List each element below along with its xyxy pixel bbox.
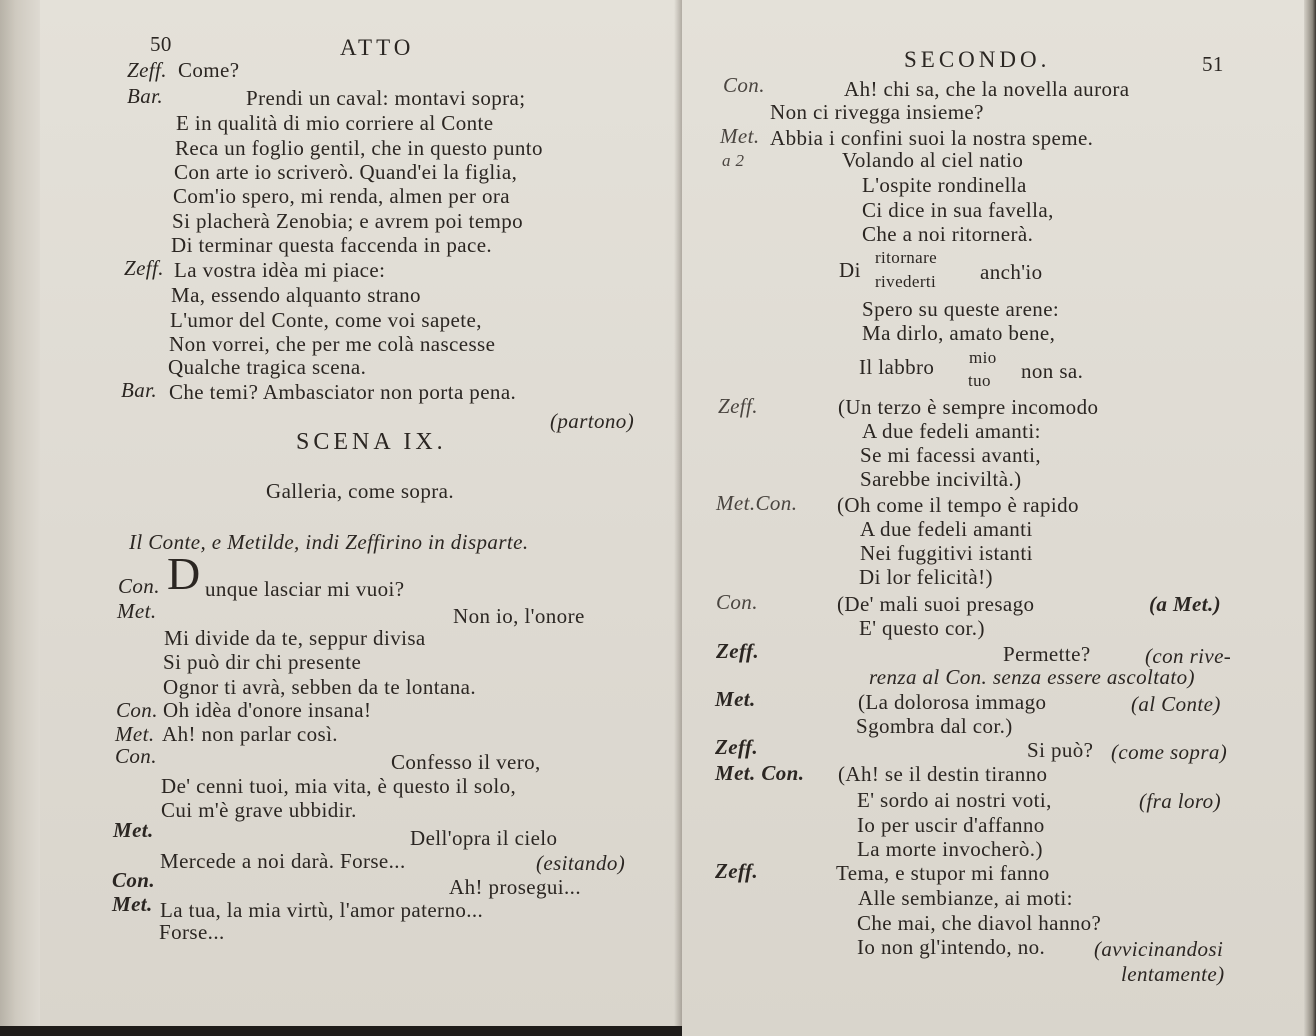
verse-line: Volando al ciel natio [842,148,1024,172]
verse-line: L'umor del Conte, come voi sapete, [170,308,482,332]
stage-direction: (a Met.) [1149,592,1222,616]
verse-line: Ma dirlo, amato bene, [862,321,1056,345]
page-edge-right [1304,0,1316,1036]
verse-line: anch'io [980,260,1043,284]
verse-line: E in qualità di mio corriere al Conte [176,111,494,135]
speaker-label: Con. [115,744,157,768]
verse-line: Nei fuggitivi istanti [860,541,1033,565]
verse-line: E' sordo ai nostri voti, [857,788,1052,812]
speaker-label: Met. [112,892,153,916]
stage-direction: lentamente) [1121,962,1225,986]
verse-line: Sarebbe inciviltà.) [860,467,1022,491]
speaker-label: Zeff. [718,394,758,418]
page-edge-left [0,0,40,1036]
right-page [682,0,1316,1036]
verse-line: Non ci rivegga insieme? [770,100,984,124]
drop-cap-initial: D [167,548,201,599]
running-header-right: SECONDO. [904,47,1051,72]
verse-line: (La dolorosa immago [858,690,1047,714]
verse-line: Non vorrei, che per me colà nascesse [169,332,496,356]
verse-line: La morte invocherò.) [857,837,1043,861]
speaker-label: Zeff. [124,256,164,280]
verse-line: Ma, essendo alquanto strano [171,283,421,307]
verse-line: Se mi facessi avanti, [860,443,1042,467]
verse-line: A due fedeli amanti: [862,419,1041,443]
verse-line: (Un terzo è sempre incomodo [838,395,1099,419]
verse-line: E' questo cor.) [859,616,985,640]
stage-direction: (partono) [550,409,635,433]
speaker-label: Met. [715,687,756,711]
verse-line: Di [839,258,861,282]
verse-line: Non io, l'onore [453,604,585,628]
verse-line: Ognor ti avrà, sebben da te lontana. [163,675,476,699]
verse-line: A due fedeli amanti [860,517,1033,541]
verse-line: Abbia i confini suoi la nostra speme. [770,126,1094,150]
speaker-label: Con. [723,73,765,97]
stage-direction: (al Conte) [1131,692,1221,716]
verse-line: Sgombra dal cor.) [856,714,1013,738]
verse-line: Mercede a noi darà. Forse... [160,849,406,873]
verse-line: Forse... [159,920,225,944]
speaker-label: Met. [115,722,155,746]
verse-line: Com'io spero, mi renda, almen per ora [173,184,510,208]
verse-line: De' cenni tuoi, mia vita, è questo il solo, [161,774,517,798]
verse-line: Cui m'è grave ubbidir. [161,798,357,822]
stage-direction: (fra loro) [1139,789,1221,813]
speaker-label: Con. [116,698,158,722]
speaker-label: Bar. [127,84,164,108]
speaker-label: Con. [112,868,156,892]
speaker-label: Met. Con. [715,761,805,785]
page-number-left: 50 [150,32,172,56]
verse-line: Alle sembianze, ai moti: [858,886,1073,910]
verse-line: non sa. [1021,359,1084,383]
variant-reading-bottom: tuo [968,371,991,390]
verse-line: Oh idèa d'onore insana! [163,698,372,722]
scene-title: SCENA IX. [296,429,447,455]
verse-line: Mi divide da te, seppur divisa [164,626,426,650]
speaker-label: Zeff. [716,639,760,663]
stage-direction: (con rive- [1145,644,1232,668]
verse-line: Prendi un caval: montavi sopra; [246,86,526,110]
verse-line: Di lor felicità!) [859,565,993,589]
verse-line: (De' mali suoi presago [837,592,1035,616]
speaker-label: a 2 [722,151,745,170]
verse-line: Che mai, che diavol hanno? [857,911,1102,935]
verse-line: (Ah! se il destin tiranno [838,762,1048,786]
verse-line: Ah! non parlar così. [162,722,338,746]
stage-direction: (come sopra) [1111,740,1228,764]
verse-line: Con arte io scriverò. Quand'ei la figlia, [174,160,518,184]
verse-line: Si placherà Zenobia; e avrem poi tempo [172,209,524,233]
speaker-label: Met. [720,124,760,148]
verse-line: Qualche tragica scena. [168,355,367,379]
speaker-label: Met. [113,818,154,842]
variant-reading-top: ritornare [875,248,938,267]
speaker-label: Zeff. [715,859,759,883]
page-number-right: 51 [1202,52,1224,76]
book-gutter [674,0,682,1036]
verse-line: Che a noi ritornerà. [862,222,1034,246]
speaker-label: Con. [716,590,758,614]
verse-line: Di terminar questa faccenda in pace. [171,233,493,257]
verse-line: Io per uscir d'affanno [857,813,1045,837]
verse-line: Si può? [1027,738,1094,762]
book-bottom-edge [0,1026,682,1036]
speaker-label: Met.Con. [716,491,798,515]
verse-line: Si può dir chi presente [163,650,362,674]
speaker-label: Bar. [121,378,158,402]
verse-line: La vostra idèa mi piace: [174,258,386,282]
scene-setting: Galleria, come sopra. [266,479,454,503]
verse-line: Spero su queste arene: [862,297,1060,321]
verse-line: Permette? [1003,642,1091,666]
verse-line: Io non gl'intendo, no. [857,935,1046,959]
verse-line: (Oh come il tempo è rapido [837,493,1079,517]
stage-direction: renza al Con. senza essere ascoltato) [869,665,1195,689]
running-header-left: ATTO [340,35,415,60]
verse-line: La tua, la mia virtù, l'amor paterno... [160,898,484,922]
verse-line: unque lasciar mi vuoi? [205,577,405,601]
verse-line: Confesso il vero, [391,750,541,774]
speaker-label: Met. [117,599,157,623]
verse-line: Dell'opra il cielo [410,826,558,850]
speaker-label: Con. [118,574,160,598]
speaker-label: Zeff. [127,58,167,82]
verse-line: Che temi? Ambasciator non porta pena. [169,380,517,404]
scene-characters: Il Conte, e Metilde, indi Zeffirino in disparte. [129,530,529,554]
stage-direction: (esitando) [536,851,626,875]
verse-line: Tema, e stupor mi fanno [836,861,1050,885]
verse-line: Ci dice in sua favella, [862,198,1054,222]
speaker-label: Zeff. [715,735,759,759]
variant-reading-top: mio [969,348,997,367]
verse-line: L'ospite rondinella [862,173,1027,197]
verse-line: Ah! prosegui... [449,875,581,899]
stage-direction: (avvicinandosi [1094,937,1224,961]
variant-reading-bottom: rivederti [875,272,937,291]
verse-line: Ah! chi sa, che la novella aurora [844,77,1130,101]
verse-line: Il labbro [859,355,935,379]
verse-line: Come? [178,58,240,82]
verse-line: Reca un foglio gentil, che in questo punto [175,136,543,160]
